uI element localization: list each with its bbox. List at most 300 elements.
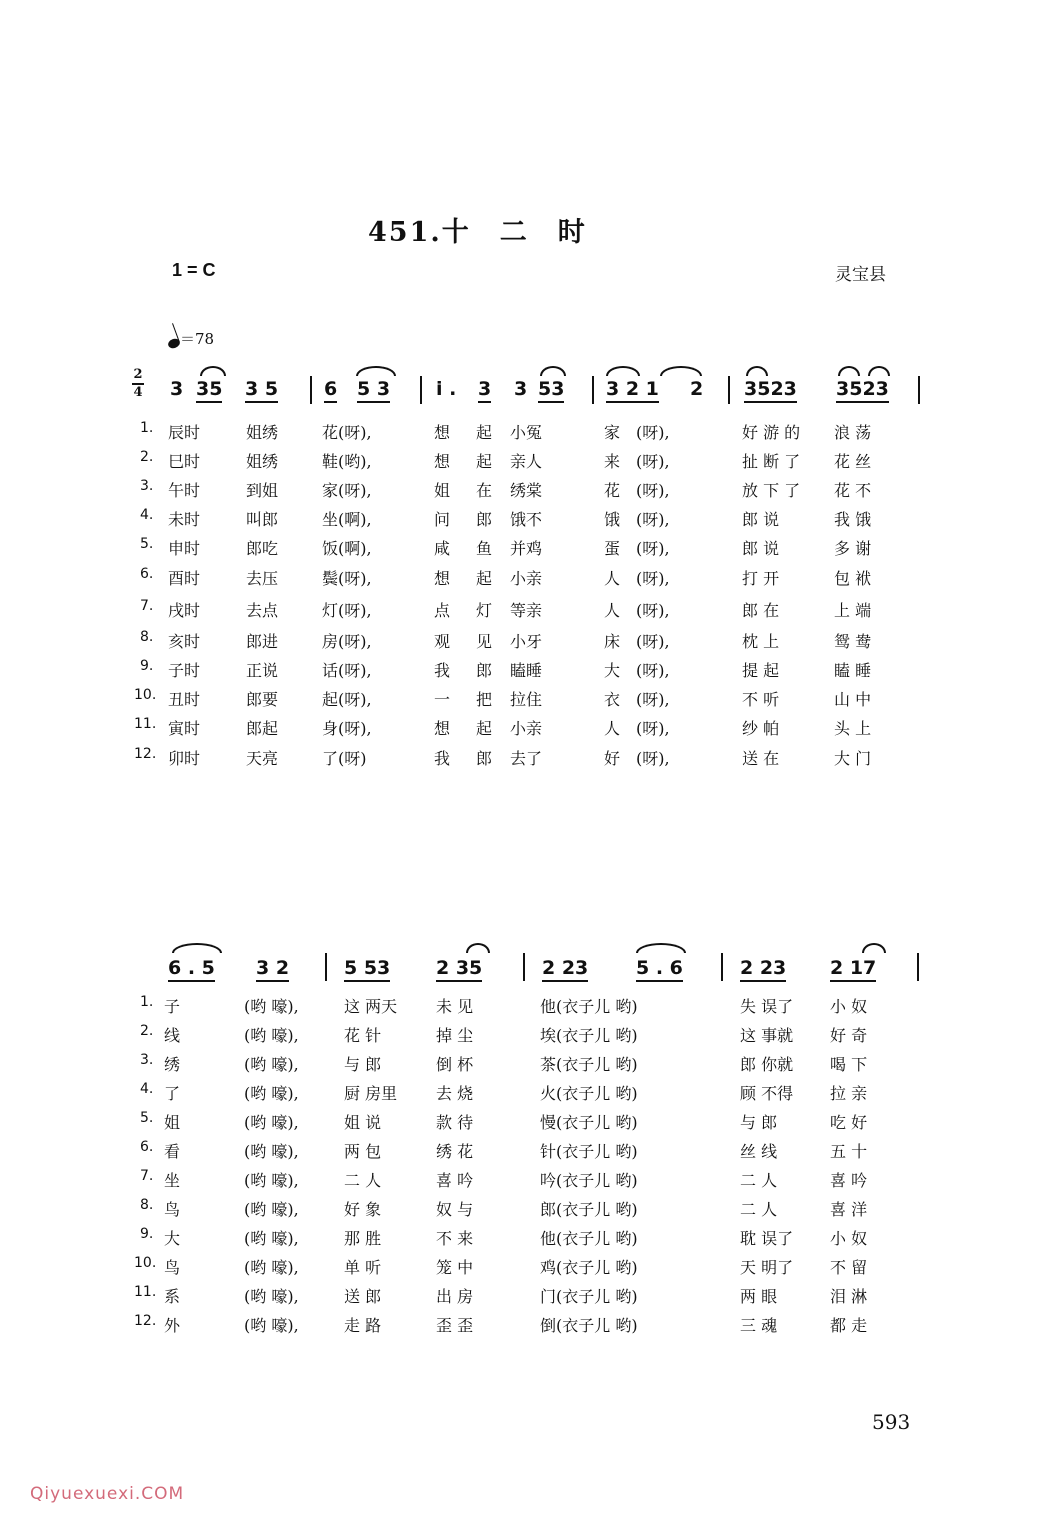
lyric-cell: (呀),	[636, 510, 670, 529]
slur	[868, 366, 890, 376]
lyric-cell: 包 袱	[834, 569, 872, 588]
lyric-cell: 把	[476, 690, 493, 709]
time-signature-top: 2	[133, 367, 143, 382]
lyric-cell: 一	[434, 690, 451, 709]
lyric-cell: 起(呀),	[322, 690, 372, 709]
lyric-cell: 想	[434, 452, 451, 471]
lyric-cell: (呀),	[636, 569, 670, 588]
verse-number: 2.	[140, 1023, 154, 1039]
lyric-cell: 郎(衣子儿 哟)	[540, 1200, 638, 1219]
verse-number: 7.	[140, 1168, 154, 1184]
lyric-cell: 去 烧	[436, 1084, 474, 1103]
lyric-cell: 到姐	[246, 481, 279, 500]
slur	[466, 943, 490, 953]
lyric-cell: 饿不	[510, 510, 543, 529]
lyric-cell: 外	[164, 1316, 181, 1335]
lyric-cell: 了	[164, 1084, 181, 1103]
lyric-cell: 小 奴	[830, 997, 868, 1016]
verse-number: 4.	[140, 507, 154, 523]
lyric-row	[0, 566, 1062, 590]
verse-number: 3.	[140, 1052, 154, 1068]
slur	[356, 366, 396, 376]
lyric-cell: 郎	[476, 749, 493, 768]
lyric-cell: 辰时	[168, 423, 201, 442]
lyric-cell: 去压	[246, 569, 279, 588]
lyric-cell: 与 郎	[740, 1113, 778, 1132]
lyric-cell: 奴 与	[436, 1200, 474, 1219]
lyric-row	[0, 478, 1062, 502]
lyric-cell: 慢(衣子儿 哟)	[540, 1113, 638, 1132]
lyric-cell: 卯时	[168, 749, 201, 768]
slur	[200, 366, 226, 376]
lyric-cell: 小冤	[510, 423, 543, 442]
lyric-cell: (呀),	[636, 719, 670, 738]
lyric-cell: 天亮	[246, 749, 279, 768]
lyric-cell: 家	[604, 423, 621, 442]
lyric-cell: 人	[604, 719, 621, 738]
lyric-cell: (哟 嚎),	[244, 1287, 299, 1306]
barline	[918, 376, 920, 404]
lyric-cell: (哟 嚎),	[244, 1258, 299, 1277]
lyric-cell: 姐 说	[344, 1113, 382, 1132]
lyric-cell: 大 门	[834, 749, 872, 768]
lyric-cell: 寅时	[168, 719, 201, 738]
lyric-row	[0, 746, 1062, 770]
lyric-cell: 二 人	[740, 1171, 778, 1190]
lyric-cell: 坐(啊),	[322, 510, 372, 529]
lyric-cell: 花(呀),	[322, 423, 372, 442]
staff-section-1	[0, 378, 1062, 408]
lyric-cell: 吃 好	[830, 1113, 868, 1132]
verse-number: 6.	[140, 566, 154, 582]
lyric-cell: (哟 嚎),	[244, 1026, 299, 1045]
page-title: 451.十 二 时	[368, 217, 587, 248]
note-group: 2 23	[740, 957, 786, 982]
lyric-cell: 款 待	[436, 1113, 474, 1132]
verse-number: 10.	[134, 687, 157, 703]
lyric-cell: 笼 中	[436, 1258, 474, 1277]
lyric-cell: 那 胜	[344, 1229, 382, 1248]
lyric-cell: 起	[476, 423, 493, 442]
lyric-cell: (哟 嚎),	[244, 1055, 299, 1074]
lyric-cell: 送 郎	[344, 1287, 382, 1306]
lyric-cell: 点	[434, 601, 451, 620]
lyric-cell: 床	[604, 632, 621, 651]
key-signature: 1 = C	[172, 260, 216, 280]
lyric-row	[0, 1023, 1062, 1047]
verse-number: 7.	[140, 598, 154, 614]
lyric-cell: 失 误了	[740, 997, 794, 1016]
lyric-cell: 我 饿	[834, 510, 872, 529]
tempo-marking	[168, 328, 214, 349]
note-group: 3 5	[245, 378, 278, 403]
lyric-cell: 花 丝	[834, 452, 872, 471]
lyric-cell: 并鸡	[510, 539, 543, 558]
lyric-cell: 好	[604, 749, 621, 768]
lyric-cell: 不 来	[436, 1229, 474, 1248]
lyric-cell: 埃(衣子儿 哟)	[540, 1026, 638, 1045]
lyric-cell: 花 针	[344, 1026, 382, 1045]
barline	[420, 376, 422, 404]
note-group: 5 3	[357, 378, 390, 403]
lyric-cell: (哟 嚎),	[244, 1171, 299, 1190]
lyric-cell: (呀),	[636, 690, 670, 709]
lyric-cell: 鸳 鸯	[834, 632, 872, 651]
lyric-row	[0, 1081, 1062, 1105]
lyric-cell: (呀),	[636, 661, 670, 680]
lyric-cell: 等亲	[510, 601, 543, 620]
verse-number: 9.	[140, 658, 154, 674]
slur	[540, 366, 566, 376]
lyric-cell: 在	[476, 481, 493, 500]
lyric-cell: 亲人	[510, 452, 543, 471]
note-group: 35	[196, 378, 222, 403]
lyric-cell: 放 下 了	[742, 481, 801, 500]
lyric-cell: 鸟	[164, 1200, 181, 1219]
note-group: 6	[324, 378, 337, 403]
verse-number: 5.	[140, 1110, 154, 1126]
lyric-cell: 掉 尘	[436, 1026, 474, 1045]
lyric-cell: 多 谢	[834, 539, 872, 558]
lyric-cell: 午时	[168, 481, 201, 500]
lyric-cell: 倒 杯	[436, 1055, 474, 1074]
verse-number: 8.	[140, 1197, 154, 1213]
lyric-cell: 小牙	[510, 632, 543, 651]
lyric-cell: 泪 淋	[830, 1287, 868, 1306]
lyric-cell: (哟 嚎),	[244, 1200, 299, 1219]
lyric-cell: 人	[604, 569, 621, 588]
verse-number: 2.	[140, 449, 154, 465]
verse-number: 10.	[134, 1255, 157, 1271]
verse-number: 8.	[140, 629, 154, 645]
note-group: 3	[170, 378, 184, 400]
lyric-cell: 鬓(呀),	[322, 569, 372, 588]
lyric-cell: 三 魂	[740, 1316, 778, 1335]
lyric-cell: 身(呀),	[322, 719, 372, 738]
lyric-cell: 出 房	[436, 1287, 474, 1306]
lyric-cell: 姐绣	[246, 423, 279, 442]
lyric-cell: 他(衣子儿 哟)	[540, 1229, 638, 1248]
staff-section-2	[0, 957, 1062, 987]
lyric-row	[0, 629, 1062, 653]
lyric-cell: 小亲	[510, 569, 543, 588]
lyric-cell: (哟 嚎),	[244, 1084, 299, 1103]
note-group: 2 35	[436, 957, 482, 982]
lyric-cell: 家(呀),	[322, 481, 372, 500]
lyric-cell: (哟 嚎),	[244, 1229, 299, 1248]
lyric-cell: 起	[476, 719, 493, 738]
barline	[721, 953, 723, 981]
lyric-cell: 上 端	[834, 601, 872, 620]
lyric-cell: 去了	[510, 749, 543, 768]
note-group: 3 2	[256, 957, 289, 982]
lyric-cell: 去点	[246, 601, 279, 620]
tempo-value: ＝78	[180, 330, 215, 348]
note-group: 6 . 5	[168, 957, 215, 982]
lyric-cell: 亥时	[168, 632, 201, 651]
barline	[728, 376, 730, 404]
note-group: 2 17	[830, 957, 876, 982]
lyric-cell: 五 十	[830, 1142, 868, 1161]
verse-number: 5.	[140, 536, 154, 552]
lyric-cell: 鸟	[164, 1258, 181, 1277]
barline	[592, 376, 594, 404]
lyric-cell: 针(衣子儿 哟)	[540, 1142, 638, 1161]
lyric-cell: 想	[434, 719, 451, 738]
lyric-row	[0, 1313, 1062, 1337]
lyric-cell: 饭(啊),	[322, 539, 372, 558]
lyric-cell: 他(衣子儿 哟)	[540, 997, 638, 1016]
lyric-cell: (呀),	[636, 601, 670, 620]
lyric-row	[0, 507, 1062, 531]
note-group: 3 2 1	[606, 378, 659, 403]
note-group: 5 53	[344, 957, 390, 982]
lyric-cell: 吟(衣子儿 哟)	[540, 1171, 638, 1190]
lyric-cell: 姐	[434, 481, 451, 500]
slur	[636, 943, 686, 953]
lyric-cell: 好 游 的	[742, 423, 801, 442]
lyric-cell: 郎	[476, 510, 493, 529]
lyric-cell: 蛋	[604, 539, 621, 558]
lyric-cell: 问	[434, 510, 451, 529]
lyric-cell: 郎	[476, 661, 493, 680]
lyric-cell: 灯(呀),	[322, 601, 372, 620]
lyric-cell: 拉 亲	[830, 1084, 868, 1103]
note-group: i .	[436, 378, 457, 400]
lyric-cell: 耽 误了	[740, 1229, 794, 1248]
lyric-cell: 好 象	[344, 1200, 382, 1219]
lyric-cell: 送 在	[742, 749, 780, 768]
lyric-cell: 未 见	[436, 997, 474, 1016]
lyric-cell: 两 包	[344, 1142, 382, 1161]
lyric-cell: 花	[604, 481, 621, 500]
note-group: 53	[538, 378, 564, 403]
lyric-cell: 郎吃	[246, 539, 279, 558]
verse-number: 9.	[140, 1226, 154, 1242]
lyric-cell: 衣	[604, 690, 621, 709]
slur	[746, 366, 768, 376]
lyric-cell: 这 事就	[740, 1026, 794, 1045]
lyric-cell: 鞋(哟),	[322, 452, 372, 471]
slur	[862, 943, 886, 953]
lyric-cell: 与 郎	[344, 1055, 382, 1074]
lyric-cell: 拉住	[510, 690, 543, 709]
lyric-cell: 门(衣子儿 哟)	[540, 1287, 638, 1306]
slur	[838, 366, 860, 376]
lyric-cell: (呀),	[636, 749, 670, 768]
lyric-cell: 我	[434, 661, 451, 680]
note-group: 3	[478, 378, 491, 403]
lyric-cell: (呀),	[636, 539, 670, 558]
verse-number: 4.	[140, 1081, 154, 1097]
slur	[660, 366, 702, 376]
site-watermark: Qiyuexuexi.COM	[30, 1484, 185, 1504]
lyric-cell: 鸡(衣子儿 哟)	[540, 1258, 638, 1277]
lyric-cell: 大	[164, 1229, 181, 1248]
lyric-cell: 坐	[164, 1171, 181, 1190]
note-group: 3523	[836, 378, 889, 403]
lyric-cell: 子时	[168, 661, 201, 680]
lyric-cell: 这 两天	[344, 997, 398, 1016]
lyric-cell: 提 起	[742, 661, 780, 680]
lyric-cell: 郎进	[246, 632, 279, 651]
slur	[606, 366, 640, 376]
verse-number: 11.	[134, 1284, 157, 1300]
lyric-cell: (哟 嚎),	[244, 1142, 299, 1161]
lyric-cell: 厨 房里	[344, 1084, 398, 1103]
note-group: 5 . 6	[636, 957, 683, 982]
verse-number: 1.	[140, 994, 154, 1010]
lyric-row	[0, 1168, 1062, 1192]
lyric-cell: 想	[434, 423, 451, 442]
lyric-cell: 天 明了	[740, 1258, 794, 1277]
lyric-cell: 了(呀)	[322, 749, 367, 768]
lyric-cell: 山 中	[834, 690, 872, 709]
lyric-cell: 茶(衣子儿 哟)	[540, 1055, 638, 1074]
lyric-cell: 线	[164, 1026, 181, 1045]
lyric-cell: 两 眼	[740, 1287, 778, 1306]
lyric-cell: 瞌睡	[510, 661, 543, 680]
lyric-row	[0, 1110, 1062, 1134]
lyric-cell: (呀),	[636, 423, 670, 442]
lyric-row	[0, 687, 1062, 711]
barline	[325, 953, 327, 981]
lyric-cell: 人	[604, 601, 621, 620]
lyric-cell: 歪 歪	[436, 1316, 474, 1335]
lyric-cell: 子	[164, 997, 181, 1016]
lyric-cell: 申时	[168, 539, 201, 558]
lyric-row	[0, 658, 1062, 682]
lyric-cell: 二 人	[740, 1200, 778, 1219]
lyric-cell: 都 走	[830, 1316, 868, 1335]
lyric-row	[0, 994, 1062, 1018]
lyric-row	[0, 1284, 1062, 1308]
lyric-cell: 郎 说	[742, 539, 780, 558]
lyric-cell: (呀),	[636, 452, 670, 471]
lyric-cell: 枕 上	[742, 632, 780, 651]
lyric-cell: 花 不	[834, 481, 872, 500]
lyric-cell: 我	[434, 749, 451, 768]
lyric-cell: 郎起	[246, 719, 279, 738]
lyric-cell: 话(呀),	[322, 661, 372, 680]
lyric-row	[0, 1255, 1062, 1279]
lyric-cell: 头 上	[834, 719, 872, 738]
slur	[172, 943, 222, 953]
lyric-cell: 瞌 睡	[834, 661, 872, 680]
lyric-cell: 走 路	[344, 1316, 382, 1335]
verse-number: 12.	[134, 746, 157, 762]
lyric-cell: (哟 嚎),	[244, 997, 299, 1016]
lyric-cell: 喝 下	[830, 1055, 868, 1074]
page-number: 593	[872, 1410, 911, 1434]
verse-number: 1.	[140, 420, 154, 436]
lyric-cell: 不 听	[742, 690, 780, 709]
lyric-cell: 郎 说	[742, 510, 780, 529]
lyric-cell: 戌时	[168, 601, 201, 620]
lyric-cell: 饿	[604, 510, 621, 529]
lyric-cell: 喜 洋	[830, 1200, 868, 1219]
lyric-cell: 郎要	[246, 690, 279, 709]
lyric-cell: (呀),	[636, 632, 670, 651]
lyric-cell: 系	[164, 1287, 181, 1306]
note-group: 3523	[744, 378, 797, 403]
lyric-cell: 二 人	[344, 1171, 382, 1190]
lyric-cell: 未时	[168, 510, 201, 529]
lyric-cell: (哟 嚎),	[244, 1316, 299, 1335]
lyric-cell: 绣棠	[510, 481, 543, 500]
barline	[917, 953, 919, 981]
lyric-cell: 起	[476, 452, 493, 471]
barline	[523, 953, 525, 981]
lyric-cell: 扯 断 了	[742, 452, 801, 471]
lyric-cell: 单 听	[344, 1258, 382, 1277]
lyric-cell: 房(呀),	[322, 632, 372, 651]
lyric-cell: 喜 吟	[436, 1171, 474, 1190]
lyric-cell: 好 奇	[830, 1026, 868, 1045]
lyric-cell: 丝 线	[740, 1142, 778, 1161]
lyric-row	[0, 449, 1062, 473]
lyric-row	[0, 1139, 1062, 1163]
lyric-cell: 火(衣子儿 哟)	[540, 1084, 638, 1103]
note-group: 3	[514, 378, 528, 400]
lyric-cell: 看	[164, 1142, 181, 1161]
verse-number: 12.	[134, 1313, 157, 1329]
lyric-cell: 姐	[164, 1113, 181, 1132]
verse-number: 11.	[134, 716, 157, 732]
lyric-row	[0, 716, 1062, 740]
lyric-cell: 倒(衣子儿 哟)	[540, 1316, 638, 1335]
lyric-cell: 起	[476, 569, 493, 588]
lyric-cell: 不 留	[830, 1258, 868, 1277]
lyric-cell: 见	[476, 632, 493, 651]
note-group: 2	[690, 378, 704, 400]
lyric-cell: 纱 帕	[742, 719, 780, 738]
lyric-row	[0, 598, 1062, 622]
lyric-row	[0, 1226, 1062, 1250]
lyric-cell: 来	[604, 452, 621, 471]
lyric-cell: 小 奴	[830, 1229, 868, 1248]
lyric-cell: 大	[604, 661, 621, 680]
lyric-cell: 郎 你就	[740, 1055, 794, 1074]
lyric-cell: 正说	[246, 661, 279, 680]
lyric-cell: 绣	[164, 1055, 181, 1074]
lyric-cell: (哟 嚎),	[244, 1113, 299, 1132]
verse-number: 6.	[140, 1139, 154, 1155]
lyric-cell: 姐绣	[246, 452, 279, 471]
lyric-row	[0, 1052, 1062, 1076]
region-label: 灵宝县	[835, 265, 886, 285]
lyric-cell: 灯	[476, 601, 493, 620]
lyric-cell: 顾 不得	[740, 1084, 794, 1103]
lyric-cell: 巳时	[168, 452, 201, 471]
lyric-cell: 打 开	[742, 569, 780, 588]
note-group: 2 23	[542, 957, 588, 982]
lyric-cell: 鱼	[476, 539, 493, 558]
lyric-cell: 小亲	[510, 719, 543, 738]
lyric-cell: 咸	[434, 539, 451, 558]
lyric-cell: 绣 花	[436, 1142, 474, 1161]
lyric-row	[0, 1197, 1062, 1221]
lyric-cell: 想	[434, 569, 451, 588]
verse-number: 3.	[140, 478, 154, 494]
lyric-row	[0, 536, 1062, 560]
lyric-cell: 观	[434, 632, 451, 651]
lyric-cell: 郎 在	[742, 601, 780, 620]
lyric-cell: 叫郎	[246, 510, 279, 529]
lyric-cell: 酉时	[168, 569, 201, 588]
lyric-cell: 喜 吟	[830, 1171, 868, 1190]
barline	[310, 376, 312, 404]
